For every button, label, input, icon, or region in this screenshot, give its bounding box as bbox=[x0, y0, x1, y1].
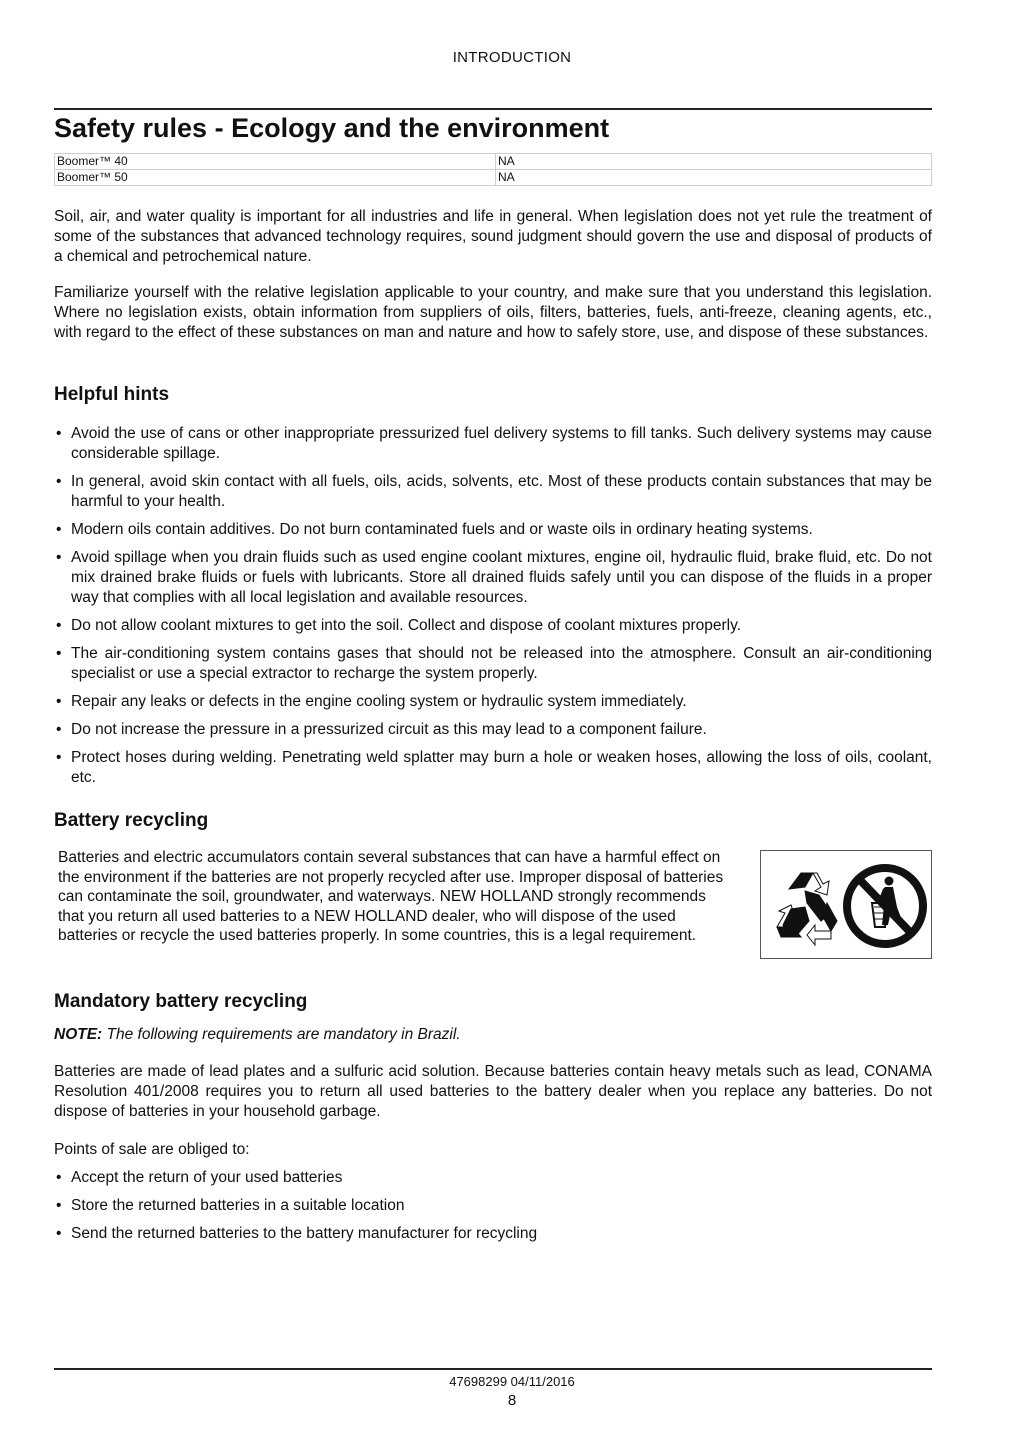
list-item: • Accept the return of your used batteries bbox=[56, 1169, 343, 1186]
model-name: Boomer™ 50 bbox=[55, 170, 496, 186]
note-text: The following requirements are mandatory in Brazil. bbox=[106, 1026, 461, 1043]
list-item: • In general, avoid skin contact with all fuels, oils, acids, solvents, etc. Most of these products contain substances that may be harmful to your health. bbox=[56, 473, 932, 510]
table-row bbox=[55, 154, 932, 170]
list-item: • Do not allow coolant mixtures to get into the soil. Collect and dispose of coolant mixtures properly. bbox=[56, 617, 741, 634]
page-title: Safety rules - Ecology and the environment bbox=[54, 113, 610, 143]
no-trash-icon bbox=[761, 851, 931, 958]
helpful-hints-heading: Helpful hints bbox=[54, 384, 170, 405]
intro-paragraph-1: Soil, air, and water quality is important for all industries and life in general. When legislation does not yet rule the treatment of some of the substances that advanced technology requires, sound judgment should govern the use and disposal of products of a chemical and petrochemical nature. bbox=[54, 208, 932, 265]
points-of-sale-intro: Points of sale are obliged to: bbox=[54, 1141, 250, 1158]
list-item: • Avoid the use of cans or other inappropriate pressurized fuel delivery systems to fill tanks. Such delivery systems may cause considerable spillage. bbox=[56, 425, 932, 462]
battery-recycling-heading: Battery recycling bbox=[54, 810, 209, 831]
footer-rule bbox=[54, 1368, 932, 1370]
list-item: • Protect hoses during welding. Penetrating weld splatter may burn a hole or weaken hoses, allowing the loss of oils, coolant, etc. bbox=[56, 749, 932, 786]
list-item: • The air-conditioning system contains gases that should not be released into the atmosphere. Consult an air-conditioning specialist or use a special extractor to recharge the system properly. bbox=[56, 645, 932, 682]
points-of-sale-list bbox=[54, 1168, 932, 1252]
header-rule bbox=[54, 108, 932, 110]
list-item: • Avoid spillage when you drain fluids such as used engine coolant mixtures, engine oil, hydraulic fluid, brake fluid, etc. Do not mix drained brake fluids or fuels with lubricants. Store all drained fluids safely until you can dispose of the fluids in a proper way that complies with all local legislation and available resources. bbox=[56, 549, 932, 606]
model-value: NA bbox=[496, 170, 932, 186]
list-item: • Send the returned batteries to the battery manufacturer for recycling bbox=[56, 1225, 538, 1242]
running-header: INTRODUCTION bbox=[452, 49, 572, 66]
table-row bbox=[55, 170, 932, 186]
note-label: NOTE: bbox=[54, 1026, 103, 1043]
recycling-symbols bbox=[760, 850, 932, 959]
page-number: 8 bbox=[507, 1392, 517, 1409]
model-value: NA bbox=[496, 154, 932, 170]
note bbox=[54, 1026, 461, 1044]
list-item: • Modern oils contain additives. Do not burn contaminated fuels and or waste oils in ordinary heating systems. bbox=[56, 521, 813, 538]
mandatory-paragraph: Batteries are made of lead plates and a sulfuric acid solution. Because batteries contain heavy metals such as lead, CONAMA Resolution 401/2008 requires you to return all used batteries to the battery dealer when you replace any batteries. Do not dispose of batteries in your household garbage. bbox=[54, 1063, 932, 1120]
list-item: • Store the returned batteries in a suitable location bbox=[56, 1197, 405, 1214]
helpful-hints-list bbox=[54, 424, 932, 796]
intro-paragraph-2: Familiarize yourself with the relative legislation applicable to your country, and make sure that you understand this legislation. Where no legislation exists, obtain information from suppliers of oils, filters, batteries, fuels, anti-freeze, cleaning agents, etc., with regard to the effect of these substances on man and nature and how to safely store, use, and dispose of these substances. bbox=[54, 284, 932, 341]
document-id: 47698299 04/11/2016 bbox=[449, 1374, 575, 1389]
list-item: • Repair any leaks or defects in the engine cooling system or hydraulic system immediately. bbox=[56, 693, 687, 710]
mandatory-recycling-heading: Mandatory battery recycling bbox=[54, 991, 308, 1012]
list-item: • Do not increase the pressure in a pressurized circuit as this may lead to a component failure. bbox=[56, 721, 707, 738]
model-name: Boomer™ 40 bbox=[55, 154, 496, 170]
model-table bbox=[54, 153, 932, 186]
battery-recycling-text: Batteries and electric accumulators contain several substances that can have a harmful effect on the environment if the batteries are not properly recycled after use. Improper disposal of batteries can contaminate the soil, groundwater, and waterways. NEW HOLLAND strongly recommends that you return all used batteries to a NEW HOLLAND dealer, who will dispose of the used batteries or recycle the used batteries properly. In some countries, this is a legal requirement. bbox=[58, 849, 724, 945]
